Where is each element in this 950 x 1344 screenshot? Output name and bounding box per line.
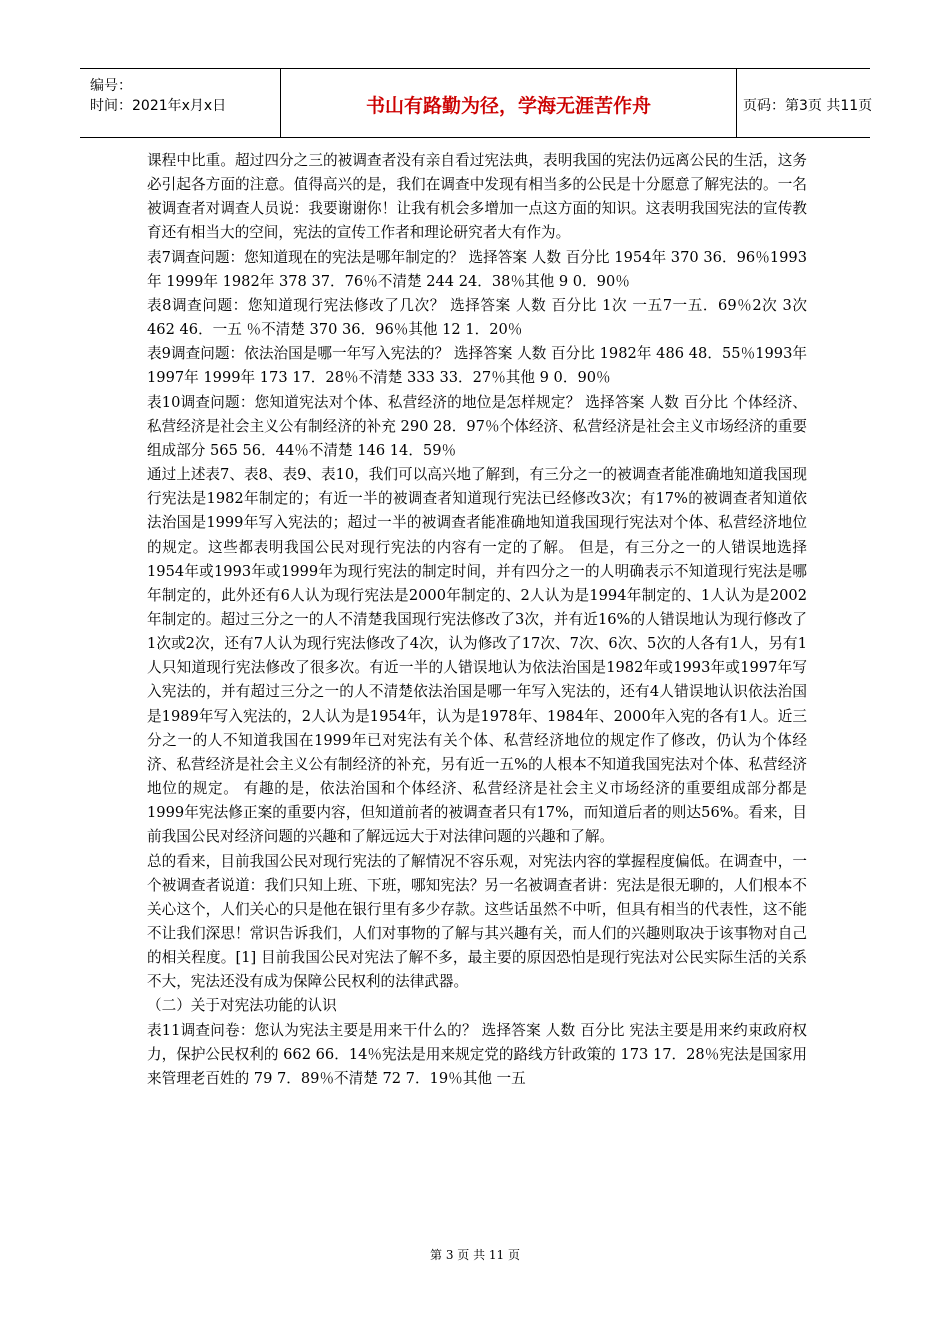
paragraph: 课程中比重。超过四分之三的被调查者没有亲自看过宪法典，表明我国的宪法仍远离公民的生活，这务必引起各方面的注意。值得高兴的是，我们在调查中发现有相当多的公民是十分愿意了解宪法的。一名被调查者对调查人员说：我要谢谢你！让我有机会多增加一点这方面的知识。这表明我国宪法的宣传教育还有相当大的空间，宪法的宣传工作者和理论研究者大有作为。 [147, 152, 807, 242]
table-10-line: 表10调查问题：您知道宪法对个体、私营经济的地位是怎样规定？ 选择答案 人数 百分比 个体经济、私营经济是社会主义公有制经济的补充 290 28．97％个体经济、私营经济是社会主义市场经济的重要组成部分 565 56．44％不清楚 146 14．59％ [147, 393, 807, 459]
paragraph: 通过上述表7、表8、表9、表10，我们可以高兴地了解到，有三分之一的被调查者能准确地知道我国现行宪法是1982年制定的；有近一半的被调查者知道现行宪法已经修改3次；有17%的被调查者知道依法治国是1999年写入宪法的；超过一半的被调查者能准确地知道我国现行宪法对个体、私营经济地位的规定。这些都表明我国公民对现行宪法的内容有一定的了解。 但是，有三分之一的人错误地选择1954年或1993年或1999年为现行宪法的制定时间，并有四分之一的人明确表示不知道现行宪法是哪年制定的，此外还有6人认为现行宪法是2000年制定的、2人认为是1994年制定的、1人认为是2002年制定的。超过三分之一的人不清楚我国现行宪法修改了3次，并有近16%的人错误地认为现行修改了1次或2次，还有7人认为现行宪法修改了4次，认为修改了17次、7次、6次、5次的人各有1人，另有1人只知道现行宪法修改了很多次。有近一半的人错误地认为依法治国是1982年或1993年或1997年写入宪法的，并有超过三分之一的人不清楚依法治国是哪一年写入宪法的，还有4人错误地认识依法治国是1989年写入宪法的，2人认为是1954年，认为是1978年、1984年、2000年入宪的各有1人。近三分之一的人不知道我国在1999年已对宪法有关个体、私营经济地位的规定作了修改，仍认为个体经济、私营经济是社会主义公有制经济的补充，另有近一五%的人根本不知道我国宪法对个体、私营经济地位的规定。 有趣的是，依法治国和个体经济、私营经济是社会主义市场经济的重要组成部分都是1999年宪法修正案的重要内容，但知道前者的被调查者只有17%，而知道后者的则达56%。看来，目前我国公民对经济问题的兴趣和了解远远大于对法律问题的兴趣和了解。 [147, 466, 807, 846]
table-7-line: 表7调查问题：您知道现在的宪法是哪年制定的？ 选择答案 人数 百分比 1954年 370 36．96％1993年 1999年 1982年 378 37．76％不清楚 244 24．38％其他 9 0．90％ [147, 248, 807, 290]
document-number-label: 编号： [90, 78, 132, 94]
header-page-info: 页码：第3页 共11页 [743, 98, 873, 114]
header-motto: 书山有路勤为径，学海无涯苦作舟 [365, 95, 651, 117]
header-middle-cell [280, 69, 737, 137]
table-8-line: 表8调查问题：您知道现行宪法修改了几次？ 选择答案 人数 百分比 1次 一五7一五．69％2次 3次 462 46．一五 ％不清楚 370 36．96％其他 12 1．20％ [147, 296, 807, 339]
document-time-label: 时间：2021年x月x日 [90, 98, 227, 114]
table-9-line: 表9调查问题：依法治国是哪一年写入宪法的？ 选择答案 人数 百分比 1982年 486 48．55％1993年 1997年 1999年 173 17．28％不清楚 333 33．27％其他 9 0．90％ [147, 345, 807, 387]
table-11-line: 表11调查问卷：您认为宪法主要是用来干什么的？ 选择答案 人数 百分比 宪法主要是用来约束政府权力，保护公民权利的 662 66．14％宪法是用来规定党的路线方针政策的 173 17．28％宪法是国家用来管理老百姓的 79 7．89％不清楚 72 7．19％其他 一五 [147, 1021, 807, 1087]
header-right-cell [735, 69, 873, 137]
header-left-cell [80, 69, 280, 137]
document-body [147, 149, 807, 1091]
section-heading: （二）关于对宪法功能的认识 [147, 997, 337, 1015]
page-footer: 第 3 页 共 11 页 [430, 1248, 520, 1262]
paragraph: 总的看来，目前我国公民对现行宪法的了解情况不容乐观，对宪法内容的掌握程度偏低。在调查中，一个被调查者说道：我们只知上班、下班，哪知宪法？另一名被调查者讲：宪法是很无聊的，人们根本不关心这个，人们关心的只是他在银行里有多少存款。这些话虽然不中听，但具有相当的代表性，这不能不让我们深思！常识告诉我们，人们对事物的了解与其兴趣有关，而人们的兴趣则取决于该事物对自己的相关程度。[1] 目前我国公民对宪法了解不多，最主要的原因恐怕是现行宪法对公民实际生活的关系不大，宪法还没有成为保障公民权利的法律武器。 [147, 852, 807, 991]
page-header [80, 68, 873, 138]
